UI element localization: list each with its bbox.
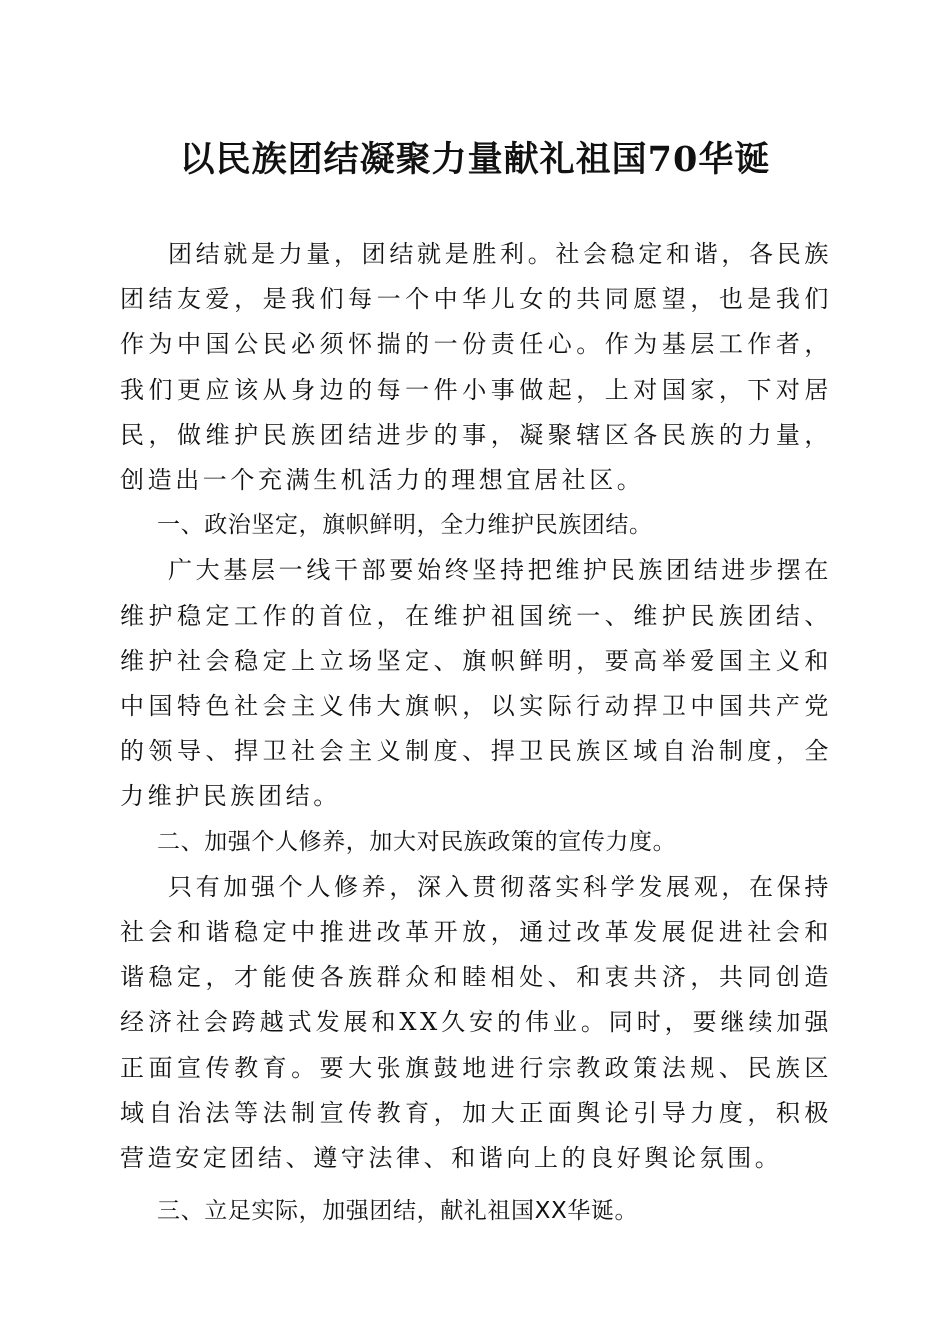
document-title: 以民族团结凝聚力量献礼祖国70华诞	[179, 139, 771, 180]
section-heading-1: 一、政治坚定，旗帜鲜明，全力维护民族团结。	[157, 512, 653, 539]
document-body	[120, 232, 832, 1234]
section-paragraph-1: 广大基层一线干部要始终坚持把维护民族团结进步摆在维护稳定工作的首位，在维护祖国统一、维护民族团结、维护社会稳定上立场坚定、旗帜鲜明，要高举爱国主义和中国特色社会主义伟大旗帜，以实际行动捍卫中国共产党的领导、捍卫社会主义制度、捍卫民族区域自治制度，全力维护民族团结。	[120, 556, 832, 811]
section-heading-3: 三、立足实际，加强团结，献礼祖国XX华诞。	[157, 1198, 639, 1225]
section-heading-2: 二、加强个人修养，加大对民族政策的宣传力度。	[157, 828, 677, 855]
section-paragraph-2: 只有加强个人修养，深入贯彻落实科学发展观，在保持社会和谐稳定中推进改革开放，通过改革发展促进社会和谐稳定，才能使各族群众和睦相处、和衷共济，共同创造经济社会跨越式发展和XX久安的伟业。同时，要继续加强正面宣传教育。要大张旗鼓地进行宗教政策法规、民族区域自治法等法制宣传教育，加大正面舆论引导力度，积极营造安定团结、遵守法律、和谐向上的良好舆论氛围。	[120, 872, 832, 1173]
intro-paragraph: 团结就是力量，团结就是胜利。社会稳定和谐，各民族团结友爱，是我们每一个中华儿女的共同愿望，也是我们作为中国公民必须怀揣的一份责任心。作为基层工作者，我们更应该从身边的每一件小事做起，上对国家，下对居民，做维护民族团结进步的事，凝聚辖区各民族的力量，创造出一个充满生机活力的理想宜居社区。	[120, 240, 832, 495]
